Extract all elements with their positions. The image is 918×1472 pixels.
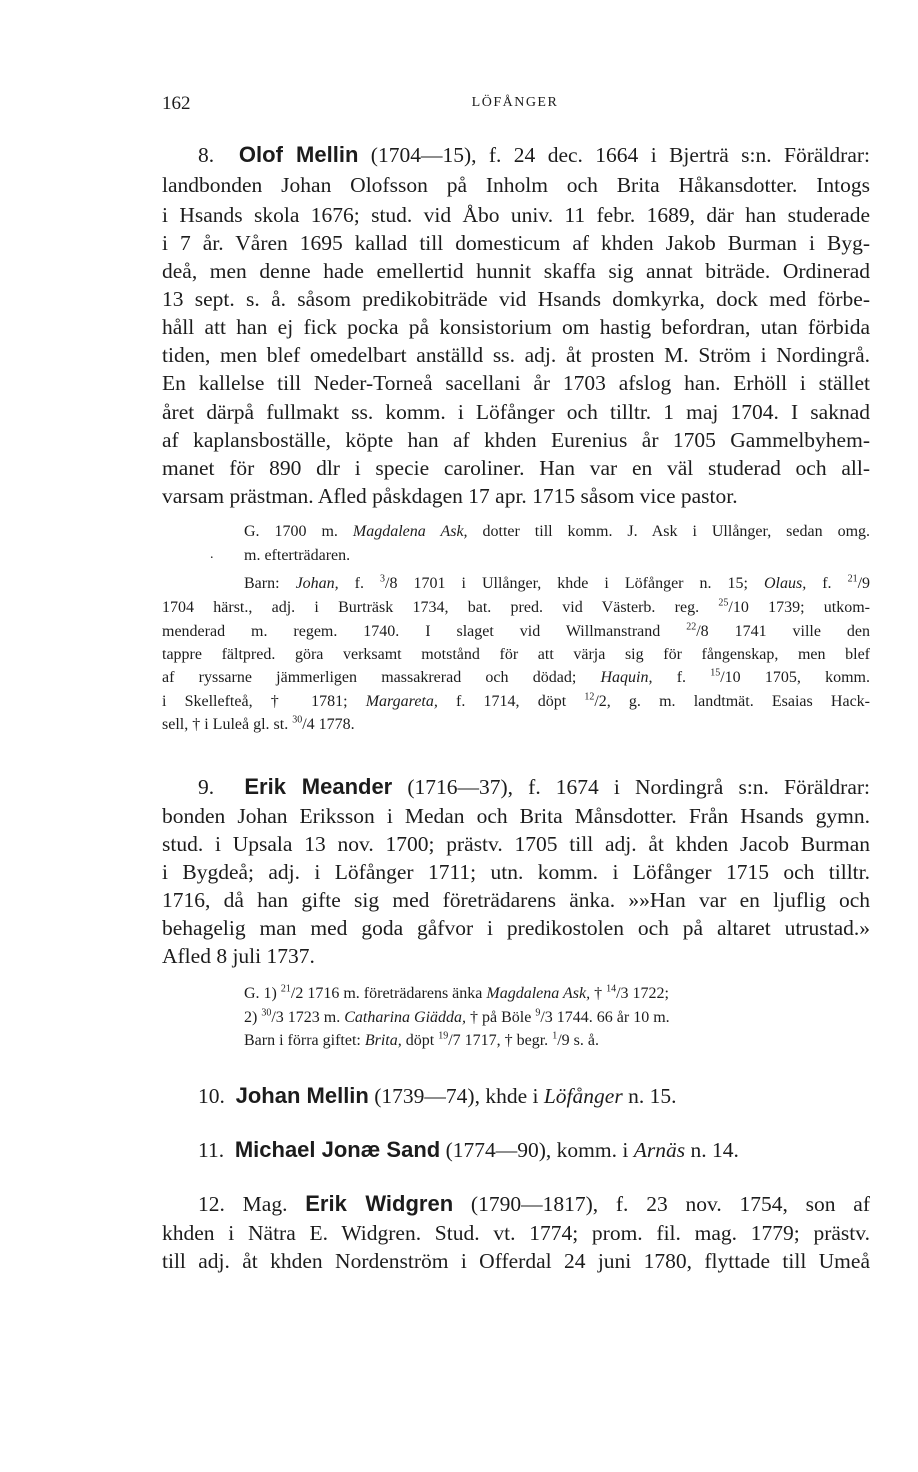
entry-9-name: Erik Meander <box>244 774 393 799</box>
margin-dot: . <box>210 547 214 562</box>
entry-9-line: stud. i Upsala 13 nov. 1700; prästv. 1705 till adj. åt khden Jacob Burman <box>162 832 870 856</box>
entry-9-children: Barn i förra giftet: Brita, döpt $^{19}$/7 1717, † begr. $^1$/9 s. å. <box>244 1030 599 1049</box>
entry-8-line: i Hsands skola 1676; stud. vid Åbo univ. 11 febr. 1689, där han studerade <box>162 203 870 227</box>
entry-8-line: manet för 890 dlr i specie caroliner. Han var en väl studerad och all- <box>162 456 870 480</box>
entry-8-children: sell, † i Luleå gl. st. $^{30}$/4 1778. <box>162 714 355 733</box>
entry-8-line: i 7 år. Våren 1695 kallad till domesticum af khden Jakob Burman i Byg- <box>162 231 870 255</box>
page-header <box>162 93 868 123</box>
entry-9-marriage: G. 1) $^{21}$/2 1716 m. företrädarens änka Magdalena Ask, † $^{14}$/3 1722; <box>244 983 669 1002</box>
entry-11-line: 11. Michael Jonæ Sand (1774—90), komm. i Arnäs n. 14. <box>198 1137 739 1162</box>
entry-12-line: khden i Nätra E. Widgren. Stud. vt. 1774; prom. fil. mag. 1779; prästv. <box>162 1221 870 1245</box>
entry-8-marriage: G. 1700 m. Magdalena Ask, dotter till komm. J. Ask i Ullånger, sedan omg. <box>244 523 870 540</box>
entry-8-line: deå, men denne hade emellertid hunnit skaffa sig annat biträde. Ordinerad <box>162 259 870 283</box>
entry-12-line: 12. Mag. Erik Widgren (1790—1817), f. 23 nov. 1754, son af <box>198 1191 870 1216</box>
entry-12-line: till adj. åt khden Nordenström i Offerdal 24 juni 1780, flyttade till Umeå <box>162 1249 870 1273</box>
entry-10-line: 10. Johan Mellin (1739—74), khde i Löfånger n. 15. <box>198 1083 677 1108</box>
entry-8-line: 8. Olof Mellin (1704—15), f. 24 dec. 1664 i Bjerträ s:n. Föräldrar: <box>198 142 870 167</box>
entry-9-line: 9. Erik Meander (1716—37), f. 1674 i Nordingrå s:n. Föräldrar: <box>198 774 870 799</box>
entry-8-line: tiden, men blef omedelbart anställd ss. adj. åt prosten M. Ström i Nordingrå. <box>162 343 870 367</box>
entry-9-line: Afled 8 juli 1737. <box>162 944 315 968</box>
entry-8-marriage: m. efterträdaren. <box>244 547 351 564</box>
entry-9-line: i Bygdeå; adj. i Löfånger 1711; utn. komm. i Löfånger 1715 och tilltr. <box>162 860 870 884</box>
entry-8-children: af ryssarne jämmerligen massakrerad och dödad; Haquin, f. $^{15}$/10 1705, komm. <box>162 667 870 686</box>
page-number: 162 <box>162 93 191 114</box>
entry-9-marriage: 2) $^{30}$/3 1723 m. Catharina Giädda, † på Böle $^9$/3 1744. 66 år 10 m. <box>244 1007 670 1026</box>
entry-9-line: 1716, då han gifte sig med företrädarens änka. »»Han var en ljuflig och <box>162 888 870 912</box>
entry-8-line: varsam prästman. Afled påskdagen 17 apr. 1715 såsom vice pastor. <box>162 484 738 508</box>
entry-8-line: af kaplansboställe, köpte han af khden Eurenius år 1705 Gammelbyhem- <box>162 428 870 452</box>
running-title: LÖFÅNGER <box>471 95 559 110</box>
entry-11-name: Michael Jonæ Sand <box>234 1137 441 1162</box>
entry-8-line: året därpå fullmakt ss. komm. i Löfånger och tilltr. 1 maj 1704. I saknad <box>162 400 870 424</box>
entry-8-children: tappre fältpred. göra verksamt motstånd för att värja sig för fångenskap, men blef <box>162 646 870 663</box>
entry-9-line: bonden Johan Eriksson i Medan och Brita Månsdotter. Från Hsands gymn. <box>162 804 870 828</box>
entry-8-line: 13 sept. s. å. såsom predikobiträde vid Hsands domkyrka, dock med förbe- <box>162 287 870 311</box>
entry-8-children: menderad m. regem. 1740. I slaget vid Willmanstrand $^{22}$/8 1741 ville den <box>162 621 870 640</box>
entry-8-children: Barn: Johan, f. $^3$/8 1701 i Ullånger, khde i Löfånger n. 15; Olaus, f. $^{21}$/9 <box>244 573 870 592</box>
entry-8-children: i Skellefteå, † 1781; Margareta, f. 1714, döpt $^{12}$/2, g. m. landtmät. Esaias Hack- <box>162 691 870 710</box>
entry-8-line: landbonden Johan Olofsson på Inholm och Brita Håkansdotter. Intogs <box>162 173 870 197</box>
entry-10-name: Johan Mellin <box>235 1083 369 1108</box>
entry-8-name: Olof Mellin <box>238 142 359 167</box>
entry-8-line: håll att han ej fick pocka på konsistorium om hastig befordran, utan förbida <box>162 315 870 339</box>
entry-9-line: behagelig man med goda gåfvor i predikostolen och på altaret utrustad.» <box>162 916 870 940</box>
entry-8-line: En kallelse till Neder-Torneå sacellani år 1703 afslog han. Erhöll i stället <box>162 371 870 395</box>
entry-8-children: 1704 härst., adj. i Burträsk 1734, bat. pred. vid Västerb. reg. $^{25}$/10 1739; utkom- <box>162 597 870 616</box>
entry-12-name: Erik Widgren <box>305 1191 454 1216</box>
